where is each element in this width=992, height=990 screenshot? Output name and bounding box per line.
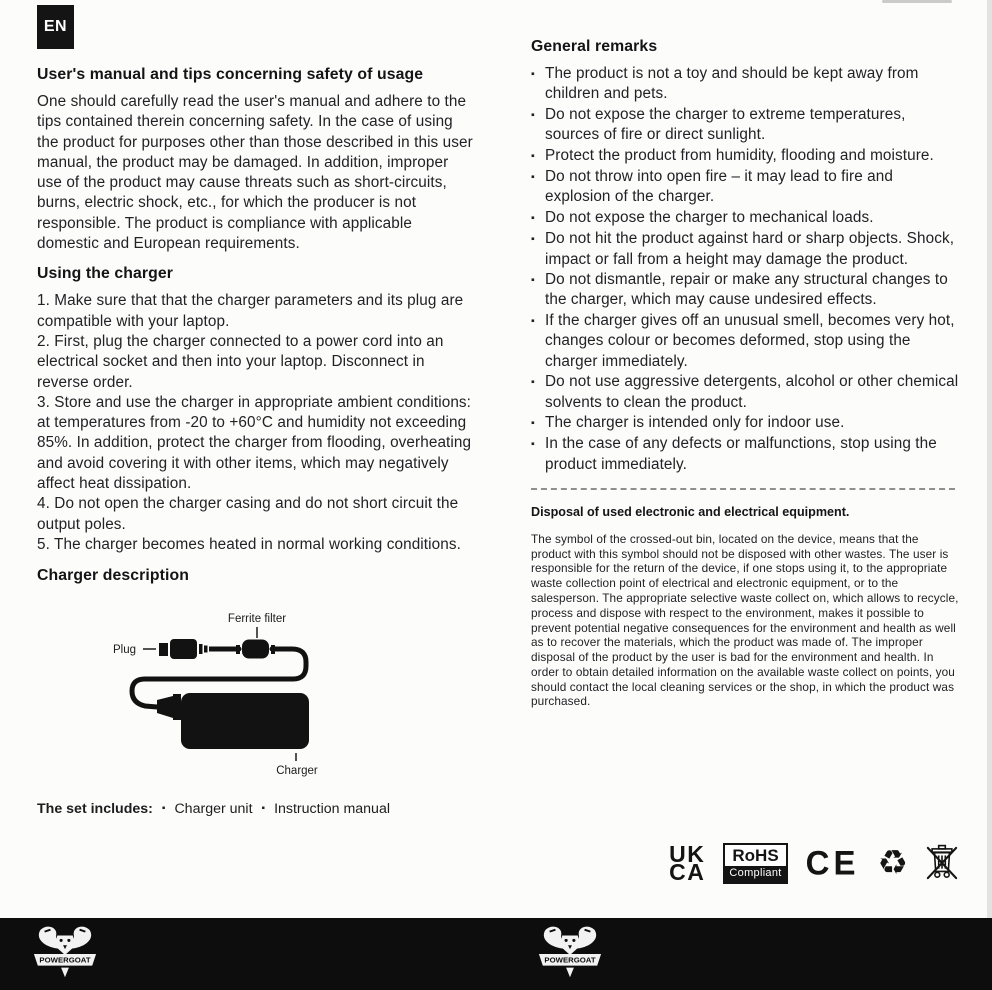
safety-paragraph: One should carefully read the user's manual and adhere to the tips contained therein concerning safety. In the case of using the product for purposes other than those described in this user manual, the product may be damaged. In addition, improper use of the product may cause threats such as short-circuits, burns, electric shock, etc., for which the producer is not responsible. The product is compliance with applicable domestic and European requirements. <box>37 93 473 253</box>
weee-crossed-bin-icon <box>926 842 958 884</box>
plug-prong <box>159 643 168 656</box>
bullet-square-icon <box>531 208 545 229</box>
step-4: 4. Do not open the charger casing and do not short circuit the output poles. <box>37 495 459 533</box>
dc-connector-neck <box>173 694 181 720</box>
remark-item: ▪ If the charger gives off an unusual smell, becomes very hot, changes colour or becomes deformed, stop using the charger immediately. <box>531 311 967 372</box>
remark-item: ▪ Do not throw into open fire – it may lead to fire and explosion of the charger. <box>531 167 967 208</box>
svg-text:POWERGOAT: POWERGOAT <box>39 955 91 965</box>
plug-body <box>170 639 197 659</box>
certification-marks-row <box>0 842 958 884</box>
footer-bar <box>0 918 992 990</box>
bullet-square-icon <box>531 372 545 413</box>
set-includes-line <box>37 801 473 817</box>
recycling-icon: ♻ <box>877 844 908 882</box>
ce-mark: CE <box>805 843 860 882</box>
set-item-instruction-manual: Instruction manual <box>274 801 390 818</box>
remark-item: ▪ Do not expose the charger to mechanical loads. <box>531 208 967 229</box>
bullet-square-icon <box>531 105 545 146</box>
disposal-paragraph: The symbol of the crossed-out bin, located on the device, means that the product with this symbol should not be disposed with other wastes. The user is responsible for the return of the device, if one stops using it, to the appropriate waste collection point of electrical and electronic equipment, or to the salesperson. The appropriate selective waste collect on, which allows to recycle, process and dispose with respect to the environment, makes it possible to prevent potential negative consequences for the environment and health as well as to recover the materials, which the product was made of. The improper disposal of the product by the user is bad for the environment and health. In order to obtain detailed information on the available waste collect on points, you should contact the local cleaning services or the shop, in which the product was purchased. <box>531 531 959 709</box>
scan-artifact-edge <box>987 0 992 918</box>
bullet-square-icon <box>531 311 545 372</box>
using-charger-heading: Using the charger <box>37 265 174 283</box>
charger-label: Charger <box>276 765 318 778</box>
language-badge: EN <box>37 5 74 49</box>
charger-description-heading: Charger description <box>37 567 190 585</box>
bullet-square-icon <box>531 413 545 434</box>
step-2: 2. First, plug the charger connected to a power cord into an electrical socket and then into your laptop. Disconnect in reverse order. <box>37 332 444 391</box>
bullet-square-icon <box>531 434 545 475</box>
dashed-divider <box>531 488 955 490</box>
step-3: 3. Store and use the charger in appropriate ambient conditions: at temperatures from -20 to +60°C and humidity not exceeding 85%. In addition, protect the charger from flooding, overheating and avoid covering it with other items, which may negatively affect heat dissipation. <box>37 393 472 493</box>
right-column <box>531 30 967 709</box>
remark-item: ▪ The product is not a toy and should be kept away from children and pets. <box>531 64 967 105</box>
bullet-square-icon <box>262 801 266 817</box>
general-remarks-heading: General remarks <box>531 38 658 55</box>
set-item-charger-unit: Charger unit <box>174 801 253 818</box>
left-column <box>37 60 473 817</box>
bullet-square-icon <box>531 146 545 167</box>
powergoat-logo <box>536 924 604 982</box>
charger-diagram <box>109 605 344 783</box>
ferrite-filter <box>236 640 275 659</box>
rohs-mark: RoHS Compliant <box>723 843 787 884</box>
powergoat-logo <box>31 924 99 982</box>
set-includes-label: The set includes: <box>37 801 153 818</box>
ferrite-filter-label: Ferrite filter <box>227 613 287 626</box>
remark-item: ▪ Do not use aggressive detergents, alcohol or other chemical solvents to clean the product. <box>531 372 967 413</box>
remark-item: ▪ Do not dismantle, repair or make any structural changes to the charger, which may cause undesired effects. <box>531 270 967 311</box>
remark-item: ▪ Do not hit the product against hard or sharp objects. Shock, impact or fall from a height may damage the product. <box>531 229 967 270</box>
remark-item: ▪ In the case of any defects or malfunctions, stop using the product immediately. <box>531 434 967 475</box>
svg-text:POWERGOAT: POWERGOAT <box>544 955 596 965</box>
step-1: 1. Make sure that that the charger parameters and its plug are compatible with your laptop. <box>37 292 464 330</box>
bullet-square-icon <box>531 229 545 270</box>
remark-item: ▪ Protect the product from humidity, flooding and moisture. <box>531 146 967 167</box>
step-5: 5. The charger becomes heated in normal working conditions. <box>37 535 461 553</box>
general-remarks-list <box>531 64 967 475</box>
safety-heading: User's manual and tips concerning safety of usage <box>37 66 424 83</box>
using-charger-steps <box>37 291 473 555</box>
bullet-square-icon <box>531 167 545 208</box>
remark-item: ▪ Do not expose the charger to extreme temperatures, sources of fire or direct sunlight. <box>531 105 967 146</box>
dc-connector <box>157 696 173 718</box>
bullet-square-icon <box>531 64 545 105</box>
scan-artifact-mark <box>882 0 952 3</box>
ukca-mark: UK CA <box>669 840 706 885</box>
disposal-heading: Disposal of used electronic and electrical equipment. <box>531 505 850 520</box>
remark-item: ▪ The charger is intended only for indoor use. <box>531 413 967 434</box>
bullet-square-icon <box>531 270 545 311</box>
plug-label: Plug <box>113 644 137 657</box>
charger-brick <box>181 693 309 749</box>
bullet-square-icon <box>162 801 166 817</box>
